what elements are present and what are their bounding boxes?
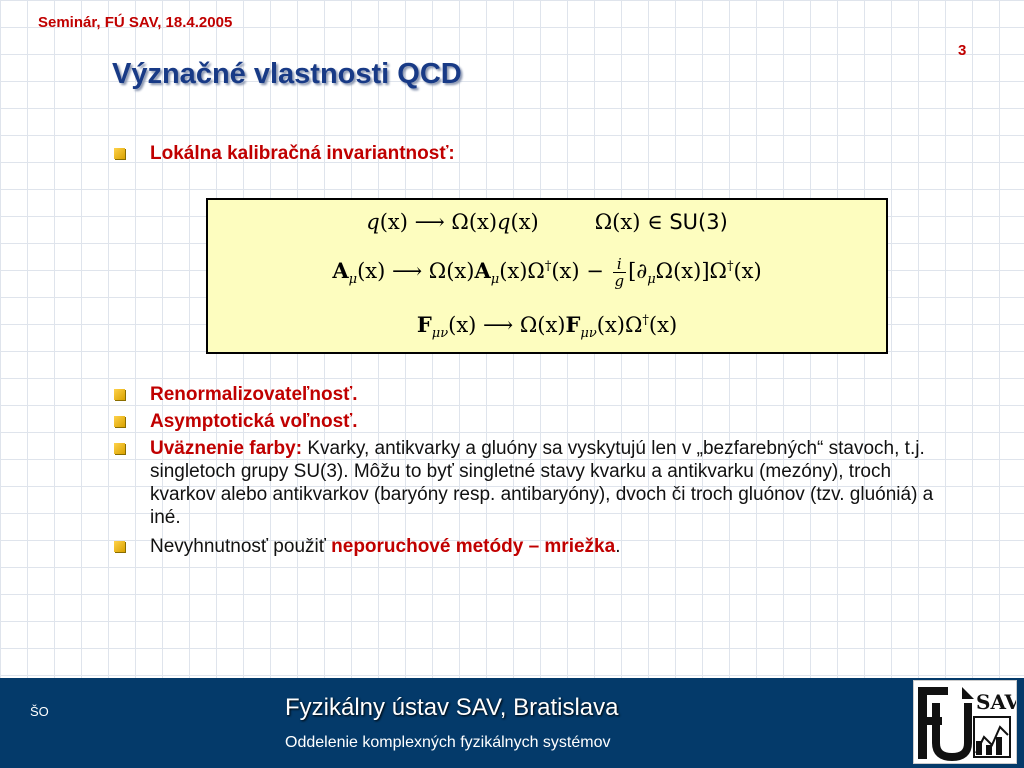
bullet-gauge-invariance [114,142,934,165]
bullet-renormalizability [114,383,934,406]
slide-number: 3 [958,42,967,59]
bullet-body: Nevyhnutnosť použiť [150,536,332,557]
svg-text:SAV: SAV [976,690,1016,714]
bullet-text [150,437,934,529]
slide-title: Význačné vlastnosti QCD [112,58,462,90]
bullet-heading: Renormalizovateľnosť. [150,384,358,405]
bullet-heading: Uväznenie farby: [150,438,303,459]
equation-field-strength-transform: $F_{\mu\nu}(x)$ ⟶ $\Omega(x)F_{\mu\nu}(x)\Omega^\dagger(x)$ [416,312,678,342]
bullet-color-confinement [114,437,934,529]
bullet-heading: Lokálna kalibračná invariantnosť: [150,143,455,164]
bullet-highlight: neporuchové metódy – mriežka [331,536,616,557]
bullet-marker-icon [114,416,125,427]
bullet-heading: Asymptotická voľnosť. [150,411,358,432]
bullet-marker-icon [114,443,125,454]
equation-quark-transform: q(x) ⟶ Ω(x)q(x) Ω(x) ∈ SU(3) [366,210,728,234]
footer-author: ŠO [30,704,49,719]
seminar-header: Seminár, FÚ SAV, 18.4.2005 [38,14,233,31]
bullet-asymptotic-freedom [114,410,934,433]
fraction-i-over-g: $\frac{i}{g}$ [614,255,625,290]
fu-sav-logo-icon [913,680,1017,764]
equation-gauge-field-transform: $A_\mu(x)$ ⟶ $\Omega(x)A_\mu(x)\Omega^\dagger(x)$ − $\frac{i}{g}$ $[\partial_\mu\Omega(x)]\Omega^\dagger(x)$ [332,255,762,290]
bullet-text [150,535,620,558]
logo-graphic [914,681,1016,763]
footer-bar [0,678,1024,768]
footer-department: Oddelenie komplexných fyzikálnych systémov [285,734,611,751]
bullet-body: Kvarky, antikvarky a gluóny sa vyskytujú len v „bezfarebných“ stavoch, t.j. singletoch grupy SU(3). Môžu to byť singletné stavy kvarku a antikvarku (mezóny), troch kvarkov alebo antikvarkov (baryóny resp. antibaryóny), dvoch či troch gluónov (tzv. gluóniá) a iné. [150,438,934,528]
bullet-period: . [615,536,621,557]
bullet-nonperturbative [114,535,934,558]
footer-institute: Fyzikálny ústav SAV, Bratislava [285,694,619,721]
bullet-marker-icon [114,389,125,400]
equation-box [206,198,888,354]
bullet-marker-icon [114,148,125,159]
bullet-marker-icon [114,541,125,552]
